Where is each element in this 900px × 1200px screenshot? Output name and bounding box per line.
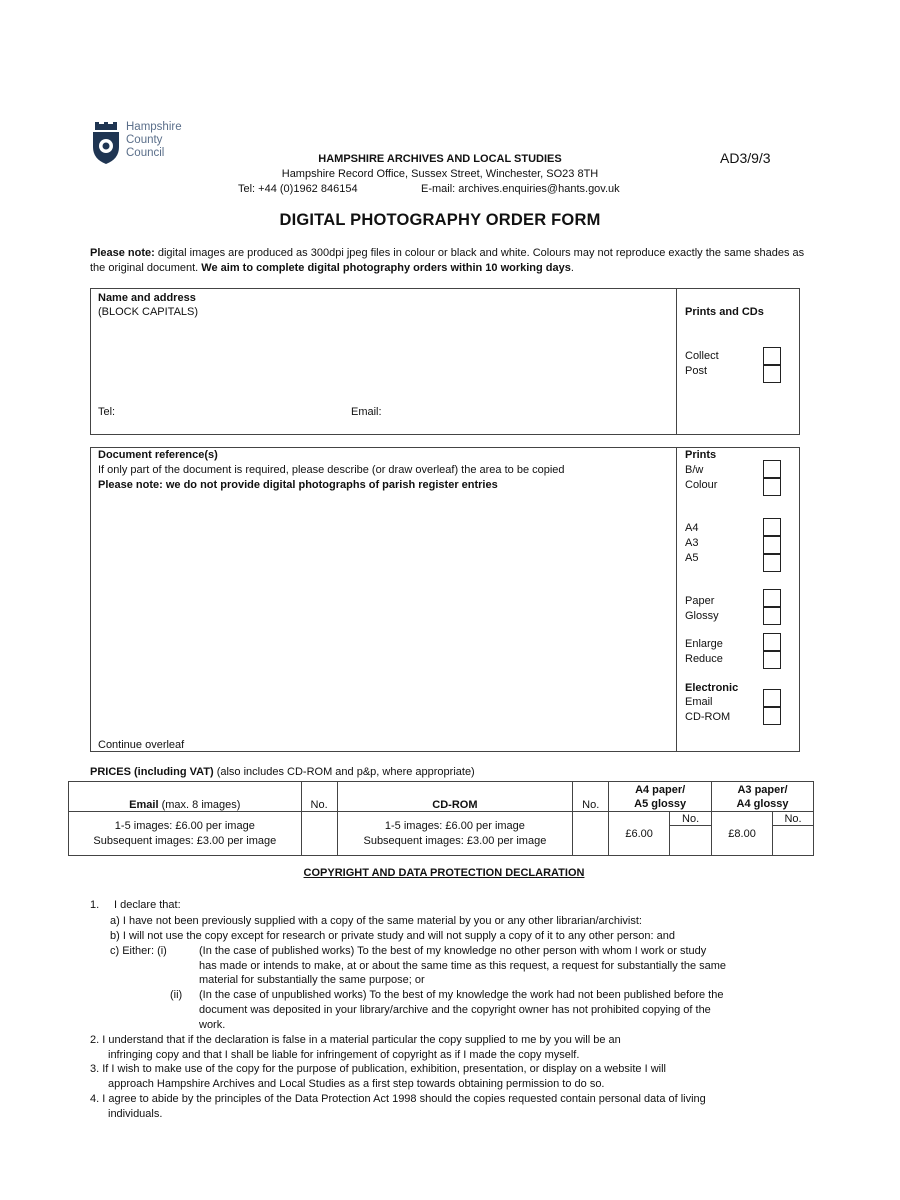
declaration-2-line-2: infringing copy and that I shall be liable for infringement of copyright as if I made the copy myself. [108, 1048, 580, 1061]
a4-price-cell: £6.00 [609, 812, 670, 856]
document-reference-box [90, 447, 800, 752]
a3-column-head: A3 paper/ A4 glossy [712, 782, 814, 812]
declaration-2-line-1: 2. I understand that if the declaration is false in a material particular the copy supplied to me by you will be an [90, 1033, 621, 1046]
note-end: . [570, 262, 574, 274]
email-column-head: Email (max. 8 images) [69, 782, 302, 812]
c-i-line-2: has made or intends to make, at or about the same time as this request, a request for substantially the same [199, 959, 727, 972]
email-label: Email: [351, 406, 382, 418]
prints-cds-heading: Prints and CDs [685, 306, 764, 318]
reduce-label: Reduce [685, 653, 723, 665]
continue-overleaf: Continue overleaf [98, 739, 185, 751]
c-i-line-3: material for substantially the same purpose; or [199, 974, 425, 987]
post-checkbox[interactable] [763, 365, 781, 383]
a4-checkbox[interactable] [763, 518, 781, 536]
org-name: HAMPSHIRE ARCHIVES AND LOCAL STUDIES [318, 153, 562, 165]
logo-line-2: County [126, 134, 163, 146]
email-option-label: Email [685, 696, 713, 708]
c-lead: c) Either: (i) [110, 944, 167, 957]
enlarge-checkbox[interactable] [763, 633, 781, 651]
doc-ref-heading: Document reference(s) [98, 449, 218, 461]
declaration-3-line-2: approach Hampshire Archives and Local Studies as a first step towards obtaining permission to do so. [108, 1078, 605, 1091]
council-crest-icon [90, 121, 122, 165]
a3-price-cell: £8.00 [712, 812, 773, 856]
org-tel: Tel: +44 (0)1962 846154 [238, 183, 358, 195]
a4-label: A4 [685, 522, 699, 534]
declaration-a: a) I have not been previously supplied with a copy of the same material by you or any other librarian/archivist: [110, 915, 642, 927]
collect-checkbox[interactable] [763, 347, 781, 365]
note-text: digital images are produced as 300dpi jpeg files in colour or black and white. Colours may not reproduce exactly the same shades as the original document. [90, 247, 805, 274]
page-title: DIGITAL PHOTOGRAPHY ORDER FORM [279, 211, 601, 229]
item-1-number: 1. [90, 899, 100, 911]
c-i-line-1: (In the case of published works) To the best of my knowledge no other person with whom I work or study [199, 944, 707, 957]
a3-label: A3 [685, 537, 699, 549]
logo-line-1: Hampshire [126, 121, 182, 133]
collect-label: Collect [685, 350, 719, 362]
prices-heading-note: (also includes CD-ROM and p&p, where appropriate) [213, 766, 475, 778]
a4-no-head: No. [670, 812, 712, 826]
name-address-box [90, 288, 800, 435]
glossy-checkbox[interactable] [763, 607, 781, 625]
a3-checkbox[interactable] [763, 536, 781, 554]
colour-checkbox[interactable] [763, 478, 781, 496]
electronic-heading: Electronic [685, 682, 739, 694]
c-ii-number: (ii) [170, 989, 183, 1002]
glossy-label: Glossy [685, 610, 719, 622]
bw-checkbox[interactable] [763, 460, 781, 478]
declaration-4-line-2: individuals. [108, 1107, 163, 1120]
doc-ref-line2: Please note: we do not provide digital photographs of parish register entries [98, 479, 498, 491]
declaration-heading: COPYRIGHT AND DATA PROTECTION DECLARATION [303, 867, 585, 879]
declaration-4-line-1: 4. I agree to abide by the principles of the Data Protection Act 1998 should the copies requested contain personal data of living [90, 1092, 706, 1105]
org-email: E-mail: archives.enquiries@hants.gov.uk [421, 183, 620, 195]
intro-note [90, 246, 810, 276]
cdrom-option-label: CD-ROM [685, 711, 731, 723]
cdrom-price-cell: 1-5 images: £6.00 per image Subsequent images: £3.00 per image [337, 812, 573, 856]
a3-no-head: No. [773, 812, 814, 826]
declaration-c-ii [90, 988, 810, 1003]
paper-checkbox[interactable] [763, 589, 781, 607]
enlarge-label: Enlarge [685, 638, 723, 650]
c-ii-line-1: (In the case of unpublished works) To the best of my knowledge the work had not been published before the [199, 989, 724, 1002]
prices-heading [90, 766, 475, 778]
cdrom-no-head: No. [573, 782, 609, 812]
email-no-head: No. [301, 782, 337, 812]
email-option-checkbox[interactable] [763, 689, 781, 707]
a5-checkbox[interactable] [763, 554, 781, 572]
cdrom-option-checkbox[interactable] [763, 707, 781, 725]
name-address-heading: Name and address [98, 292, 196, 304]
c-ii-line-2: document was deposited in your library/archive and the copyright owner has not prohibited copying of the [199, 1004, 711, 1017]
declaration-b: b) I will not use the copy except for research or private study and will not supply a copy of it to any other person: and [110, 929, 675, 942]
council-logo [90, 121, 200, 165]
email-price-cell: 1-5 images: £6.00 per image Subsequent images: £3.00 per image [69, 812, 302, 856]
declaration-c-i [90, 944, 810, 959]
colour-label: Colour [685, 479, 718, 491]
prices-heading-label: PRICES (including VAT) [90, 766, 214, 778]
reduce-checkbox[interactable] [763, 651, 781, 669]
declaration-body [90, 898, 810, 1122]
bw-label: B/w [685, 464, 704, 476]
org-address: Hampshire Record Office, Sussex Street, Winchester, SO23 8TH [281, 168, 599, 180]
c-ii-line-3: work. [199, 1018, 226, 1031]
a3-qty-input[interactable] [773, 826, 814, 856]
paper-label: Paper [685, 595, 715, 607]
post-label: Post [685, 365, 708, 377]
logo-line-3: Council [126, 147, 165, 159]
a4-column-head: A4 paper/ A5 glossy [609, 782, 712, 812]
cdrom-qty-input[interactable] [573, 812, 609, 856]
note-label: Please note: [90, 247, 155, 259]
cdrom-column-head: CD-ROM [337, 782, 573, 812]
form-reference: AD3/9/3 [720, 150, 771, 166]
item-1-text: I declare that: [114, 899, 181, 911]
note-emphasis: We aim to complete digital photography orders within 10 working days [201, 262, 571, 274]
email-qty-input[interactable] [301, 812, 337, 856]
doc-ref-line1: If only part of the document is required, please describe (or draw overleaf) the area to be copied [98, 464, 565, 476]
declaration-item-1 [90, 898, 810, 914]
tel-label: Tel: [98, 406, 116, 418]
a5-label: A5 [685, 552, 699, 564]
name-address-sub: (BLOCK CAPITALS) [98, 306, 199, 318]
a4-qty-input[interactable] [670, 826, 712, 856]
prints-heading: Prints [685, 449, 717, 461]
prices-table [68, 781, 814, 856]
declaration-3-line-1: 3. If I wish to make use of the copy for the purpose of publication, exhibition, presentation, or display on a website I will [90, 1063, 666, 1076]
